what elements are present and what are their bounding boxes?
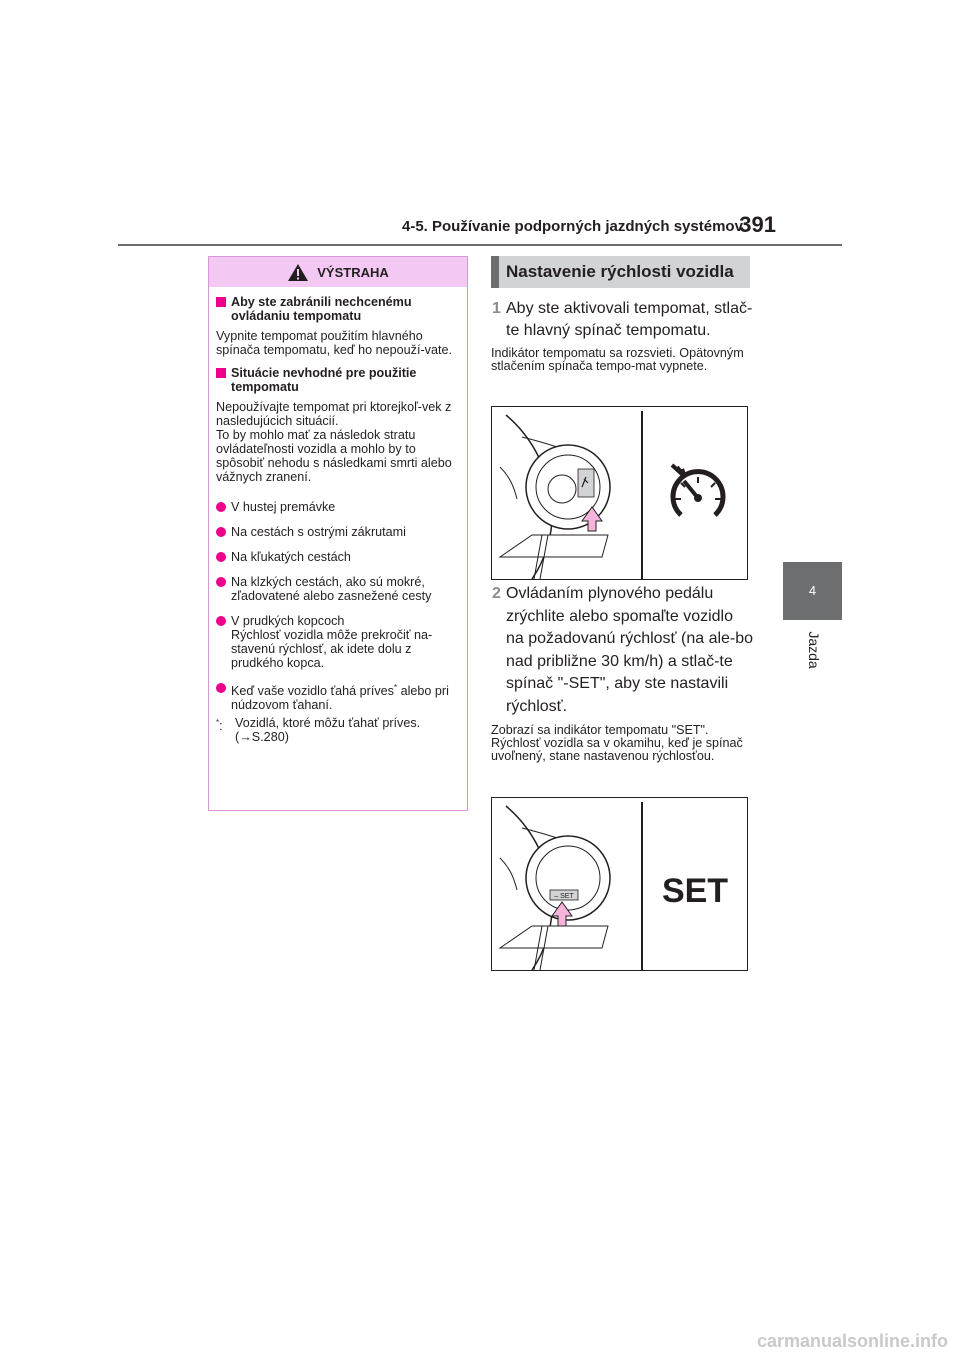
set-switch-figure [492, 798, 747, 970]
step-note: Zobrazí sa indikátor tempomatu "SET". Rýchlosť vozidla sa v okamihu, keď je spínač uvoľnený, stane nastavenou rýchlosťou. [491, 723, 743, 763]
set-indicator-label: SET [661, 872, 729, 910]
set-switch-illustration [491, 797, 748, 971]
list-item: Keď vaše vozidlo ťahá príves* alebo pri núdzovom ťahaní. [216, 681, 461, 712]
header-divider [118, 244, 842, 246]
step-number: 2 [492, 585, 501, 602]
warning-paragraph: To by mohlo mať za následok stratu ovládateľnosti vozidla a mohlo by to spôsobiť nehodu s následkami smrti alebo vážnych zranení. [216, 428, 452, 484]
footnote-marker: * [393, 683, 398, 692]
round-bullet-icon [216, 527, 226, 537]
section-heading: Nastavenie rýchlosti vozidla [491, 256, 750, 288]
footnote: *: Vozidlá, ktoré môžu ťahať príves. (→S.280) [216, 716, 421, 745]
round-bullet-icon [216, 552, 226, 562]
page-number: 391 [739, 212, 776, 237]
section-header-title: 4-5. Používanie podporných jazdných systémov [402, 218, 743, 235]
steering-switch-figure [492, 407, 747, 579]
chapter-tab: 4 [783, 562, 842, 620]
cruise-switch-illustration [491, 406, 748, 580]
warning-box [208, 256, 468, 811]
page-reference-link[interactable]: (→S.280) [235, 730, 289, 745]
list-item: V hustej premávke [216, 500, 461, 514]
step-1 [492, 298, 754, 342]
step-text: Aby ste aktivovali tempomat, stlač-te hlavný spínač tempomatu. [506, 300, 753, 339]
round-bullet-icon [216, 616, 226, 626]
warning-paragraph: Nepoužívajte tempomat pri ktorejkoľ-vek z nasledujúcich situácií. [216, 400, 452, 428]
warning-body [209, 287, 467, 744]
chapter-label: Jazda [806, 631, 822, 669]
warning-header [209, 257, 467, 287]
list-item: Na kľukatých cestách [216, 550, 461, 564]
warning-title: VÝSTRAHA [317, 264, 389, 280]
step-text: Ovládaním plynového pedálu zrýchlite alebo spomaľte vozidlo na požadovanú rýchlosť (na ale-bo nad približne 30 km/h) a stlač-te spínač "-SET", aby ste nastavili rýchlosť. [506, 585, 754, 715]
list-item: V prudkých kopcoch Rýchlosť vozidla môže prekročiť na-stavenú rýchlosť, ak idete dolu z prudkého kopca. [216, 614, 461, 670]
step-note: Indikátor tempomatu sa rozsvieti. Opätovným stlačením spínača tempo-mat vypnete. [491, 346, 744, 373]
step-2 [492, 583, 754, 718]
warning-triangle-icon [287, 263, 309, 282]
warning-subheading: Situácie nevhodné pre použitie tempomatu [216, 366, 461, 394]
watermark: carmanualsonline.info [756, 1331, 948, 1351]
round-bullet-icon [216, 577, 226, 587]
round-bullet-icon [216, 502, 226, 512]
warning-paragraph: Vypnite tempomat použitím hlavného spínača tempomatu, keď ho nepouží-vate. [216, 329, 452, 357]
set-switch-label: – SET [554, 893, 574, 900]
list-item: Na klzkých cestách, ako sú mokré, zľadovatené alebo zasnežené cesty [216, 575, 461, 603]
round-bullet-icon [216, 683, 226, 693]
square-bullet-icon [216, 297, 226, 307]
square-bullet-icon [216, 368, 226, 378]
list-item: Na cestách s ostrými zákrutami [216, 525, 461, 539]
step-number: 1 [492, 300, 501, 317]
warning-subheading: Aby ste zabránili nechcenému ovládaniu tempomatu [216, 295, 461, 323]
